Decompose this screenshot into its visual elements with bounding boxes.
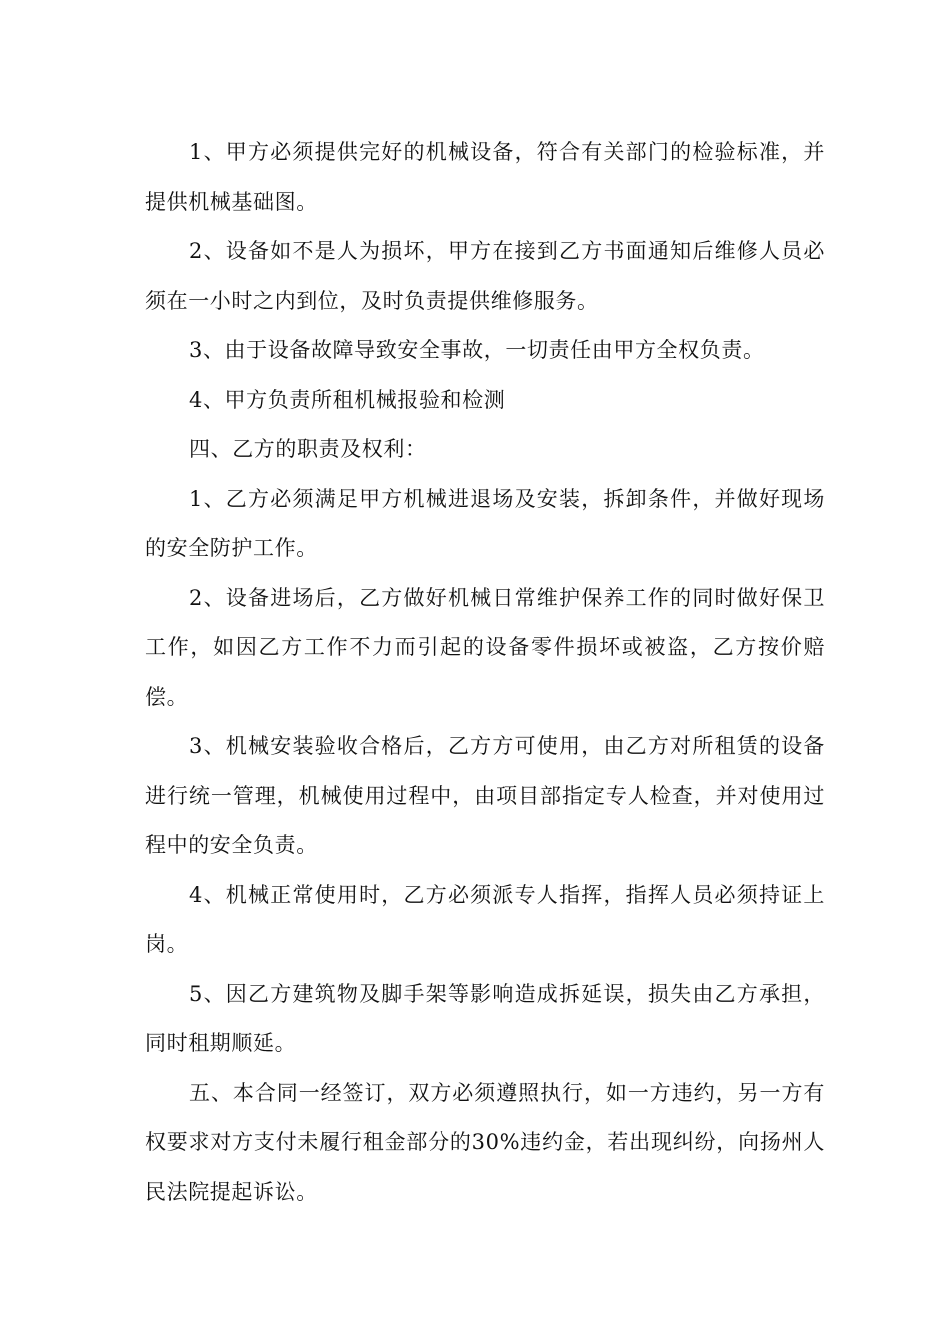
paragraph-party-b-1: 1、乙方必须满足甲方机械进退场及安装，拆卸条件，并做好现场的安全防护工作。 <box>145 486 825 560</box>
paragraph-party-a-3: 3、由于设备故障导致安全事故，一切责任由甲方全权负责。 <box>189 338 765 362</box>
document-body <box>145 128 825 1217</box>
paragraph-party-a-1: 1、甲方必须提供完好的机械设备，符合有关部门的检验标准，并提供机械基础图。 <box>145 140 825 214</box>
section-breach-clause: 五、本合同一经签订，双方必须遵照执行，如一方违约，另一方有权要求对方支付未履行租金部分的30%违约金，若出现纠纷，向扬州人民法院提起诉讼。 <box>145 1080 825 1204</box>
paragraph-party-b-2: 2、设备进场后，乙方做好机械日常维护保养工作的同时做好保卫工作，如因乙方工作不力而引起的设备零件损坏或被盗，乙方按价赔偿。 <box>145 585 825 709</box>
paragraph-party-b-4: 4、机械正常使用时，乙方必须派专人指挥，指挥人员必须持证上岗。 <box>145 882 825 956</box>
paragraph-party-a-2: 2、设备如不是人为损坏，甲方在接到乙方书面通知后维修人员必须在一小时之内到位，及时负责提供维修服务。 <box>145 239 825 313</box>
paragraph-party-b-3: 3、机械安装验收合格后，乙方方可使用，由乙方对所租赁的设备进行统一管理，机械使用过程中，由项目部指定专人检查，并对使用过程中的安全负责。 <box>145 734 825 857</box>
section-heading-party-b: 四、乙方的职责及权利： <box>189 437 427 461</box>
paragraph-party-b-5: 5、因乙方建筑物及脚手架等影响造成拆延误，损失由乙方承担，同时租期顺延。 <box>145 981 825 1055</box>
paragraph-party-a-4: 4、甲方负责所租机械报验和检测 <box>189 387 506 412</box>
